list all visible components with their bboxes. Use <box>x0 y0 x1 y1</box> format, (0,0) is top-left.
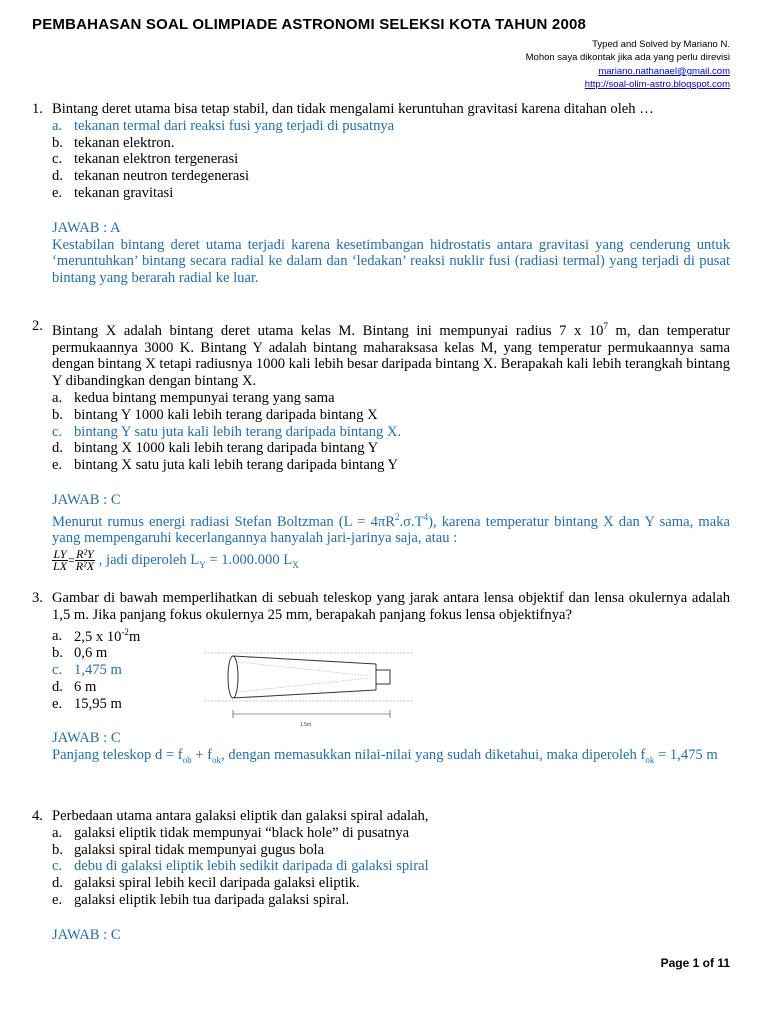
result-text: , jadi diperoleh $L_Y = 1.000.000$ $L_X$ <box>98 552 299 571</box>
luminosity-ratio: $\frac{LY}{LX}$ <box>53 547 68 574</box>
option-b: b. galaksi spiral tidak mempunyai gugus bola <box>52 841 325 858</box>
option-c: c. tekanan elektron tergenerasi <box>52 151 239 168</box>
option-b: b. bintang Y 1000 kali lebih terang daripada bintang X <box>52 406 378 423</box>
page-indicator: Page 1 of 11 <box>660 956 730 970</box>
option-c: c. 1,475 m <box>52 662 122 679</box>
answer-heading: JAWAB : C <box>52 730 121 747</box>
email-link[interactable]: mariano.nathanael@gmail.com <box>598 65 730 77</box>
answer-heading: JAWAB : C <box>52 492 121 509</box>
telescope-figure <box>200 648 420 738</box>
answer-explanation: Menurut rumus energi radiasi Stefan Boltzman $(L = 4\pi R^2.\sigma.T^4)$, karena temperatur bintang X dan Y sama, maka yang mempengaruhi kecerlangannya hanyalah jari-jarinya saja, atau : <box>52 511 730 547</box>
option-c: c. bintang Y satu juta kali lebih terang daripada bintang X. <box>52 423 402 440</box>
length-label: 1.5m <box>300 722 312 728</box>
blog-link[interactable]: http://soal-olim-astro.blogspot.com <box>584 79 730 91</box>
answer-explanation: Kestabilan bintang deret utama terjadi karena kesetimbangan hidrostatis antara gravitasi yang cenderung untuk ‘meruntuhkan’ bintang secara radial ke dalam dan ‘ledakan’ reaksi nuklir fusi (radiasi termal) yang terjadi di pusat bintang yang berarah radial ke luar. <box>52 236 730 287</box>
contact-note-text: Mohon saya dikontak jika ada yang perlu direvisi <box>525 52 730 64</box>
ray-top <box>238 662 370 676</box>
tube-top <box>233 656 376 664</box>
typed-by-text: Typed and Solved by Mariano N. <box>592 39 730 50</box>
option-d: d. bintang X 1000 kali lebih terang daripada bintang Y <box>52 440 379 457</box>
option-d: d. tekanan neutron terdegenerasi <box>52 168 250 185</box>
question-1 <box>32 101 730 287</box>
option-c: c. debu di galaksi eliptik lebih sedikit daripada di galaksi spiral <box>52 858 429 875</box>
answer-block <box>52 927 730 944</box>
question-4 <box>32 808 730 944</box>
formula-line: $\frac{LY}{LX}$ = $\frac{\text{R²Y}}{\text{R²X}}$ , jadi diperoleh $L_Y = 1.000.000$ $L_X$ <box>53 547 299 574</box>
option-a: a. kedua bintang mempunyai terang yang sama <box>52 390 335 407</box>
question-stem: Perbedaan utama antara galaksi eliptik dan galaksi spiral adalah, <box>52 808 429 824</box>
question-number: 3. <box>32 590 43 606</box>
answer-heading: JAWAB : C <box>52 926 121 943</box>
document-title: PEMBAHASAN SOAL OLIMPIADE ASTRONOMI SELEKSI KOTA TAHUN 2008 <box>32 16 587 33</box>
option-e: e. 15,95 m <box>52 695 122 712</box>
answer-block <box>52 492 730 574</box>
option-d: d. 6 m <box>52 678 97 695</box>
credits-block <box>526 38 730 92</box>
question-stem: Gambar di bawah memperlihatkan di sebuah teleskop yang jarak antara lensa objektif dan lensa okulernya adalah 1,5 m. Jika panjang fokus okulernya 25 mm, berapakah panjang fokus lensa objektifnya? <box>52 590 730 623</box>
answer-heading: JAWAB : A <box>52 219 121 236</box>
answer-block <box>52 220 730 287</box>
tube-bottom <box>233 690 376 698</box>
option-e: e. bintang X satu juta kali lebih terang daripada bintang Y <box>52 457 399 474</box>
ray-bottom <box>238 678 370 692</box>
answer-explanation: Panjang teleskop $d = f_{ob} + f_{ok}$, dengan memasukkan nilai-nilai yang sudah diketahui, maka diperoleh $f_{ok} = 1,475$ m <box>52 747 718 766</box>
option-d: d. galaksi spiral lebih kecil daripada galaksi eliptik. <box>52 875 360 892</box>
radius-ratio: $\frac{\text{R²Y}}{\text{R²X}}$ <box>75 547 95 574</box>
option-b: b. 0,6 m <box>52 645 108 662</box>
question-number: 1. <box>32 101 43 117</box>
option-a: a. 2,5 x $10^{-2}m$ <box>52 626 141 645</box>
objective-lens <box>228 656 238 698</box>
option-e: e. tekanan gravitasi <box>52 184 174 201</box>
option-a: a. tekanan termal dari reaksi fusi yang terjadi di pusatnya <box>52 117 395 134</box>
question-number: 2. <box>32 318 43 334</box>
question-stem: Bintang deret utama bisa tetap stabil, dan tidak mengalami keruntuhan gravitasi karena ditahan oleh … <box>52 101 654 117</box>
question-number: 4. <box>32 808 43 824</box>
option-b: b. tekanan elektron. <box>52 134 175 151</box>
option-a: a. galaksi eliptik tidak mempunyai “black hole” di pusatnya <box>52 824 410 841</box>
question-2 <box>32 318 730 574</box>
question-stem: Bintang X adalah bintang deret utama kelas M. Bintang ini mempunyai radius 7 x $10^7$ m, dan temperatur permukaannya 3000 K. Bintang Y adalah bintang maharaksasa kelas M, yang temperatur permukaannya sama dengan bintang X tetapi radiusnya 1000 kali lebih besar daripada bintang X. Berapakah kali lebih terangkah bintang Y dibandingkan dengan bintang X. <box>52 321 730 390</box>
option-e: e. galaksi eliptik lebih tua daripada galaksi spiral. <box>52 891 350 908</box>
eyepiece <box>376 670 390 684</box>
